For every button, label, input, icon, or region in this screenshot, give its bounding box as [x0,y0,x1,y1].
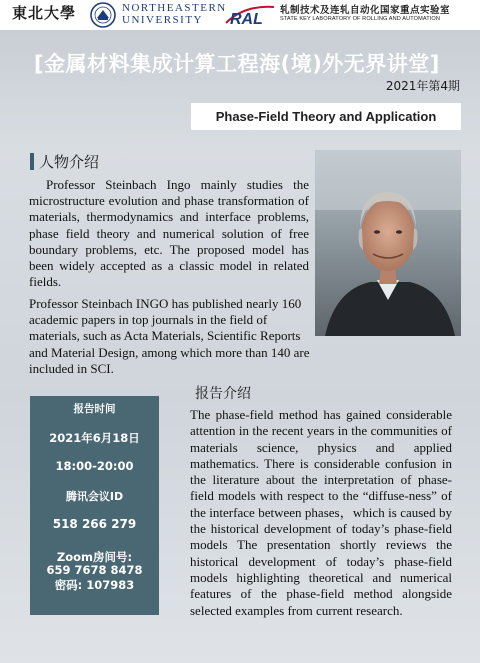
speaker-portrait-image [315,150,461,336]
time-label: 报告时间 [73,403,116,415]
speaker-photo [315,150,461,336]
bio-heading [30,151,99,172]
series-title: [金属材料集成计算工程海(境)外无界讲堂] [34,52,440,76]
ral-lab-logo [224,3,276,27]
tencent-meeting-id: 518 266 279 [52,517,137,531]
report-abstract: The phase-field method has gained considerable attention in the recent years in the communities of materials science, physics and applied mathematics. There is considerable confusion in the literature about the interpretation of phase-field models with respect to the “diffuse-ness” of the interface between phases，which is caused by the historical development of today’s phase-field models The presentation shortly reviews the historical development of today’s phase-field models highlighting theoretical and numerical features of the phase-field method alongside selected examples from current research. [190,407,452,618]
report-heading: 报告介绍 [195,386,251,402]
lecture-time: 18:00-20:00 [55,459,134,473]
lecture-title-box [191,103,461,130]
zoom-room-id: 659 7678 8478 [46,563,143,577]
issue-number: 2021年第4期 [385,79,460,93]
lab-name-cn: 轧制技术及连轧自动化国家重点实验室 [280,5,451,16]
zoom-label: Zoom房间号: [56,550,133,564]
header-banner [0,0,480,30]
tencent-meeting-label: 腾讯会议ID [65,490,124,503]
schedule-box [30,396,159,615]
zoom-password: 密码: 107983 [54,578,135,592]
ral-logo-text: RAL [230,11,263,27]
bio-heading-text: 人物介绍 [39,153,100,171]
heading-accent-bar [30,153,34,170]
university-name-en [122,2,227,26]
lab-name-en: STATE KEY LABORATORY OF ROLLING AND AUTOMATION [280,16,441,22]
university-calligraphy-logo: 東北大學 [12,4,77,22]
lecture-date: 2021年6月18日 [49,431,140,445]
university-name-en-line1: NORTHEASTERN [122,2,227,14]
lecture-title: Phase-Field Theory and Application [215,109,437,124]
bio-intro: Professor Steinbach Ingo mainly studies the microstructure evolution and phase transformation of materials, thermodynamics and interface problems, phase field theory and numerical solution of free boundary problems, etc. The proposed model has been widely accepted as a classic model in related fields. [29,177,309,290]
university-seal-icon [90,2,116,28]
university-name-en-line2: UNIVERSITY [122,14,203,26]
bio-publications: Professor Steinbach INGO has published nearly 160 academic papers in top journals in the field of materials, such as Acta Materials, Scientific Reports and Material Design, among which more than 140 are included in SCI. [29,296,310,376]
